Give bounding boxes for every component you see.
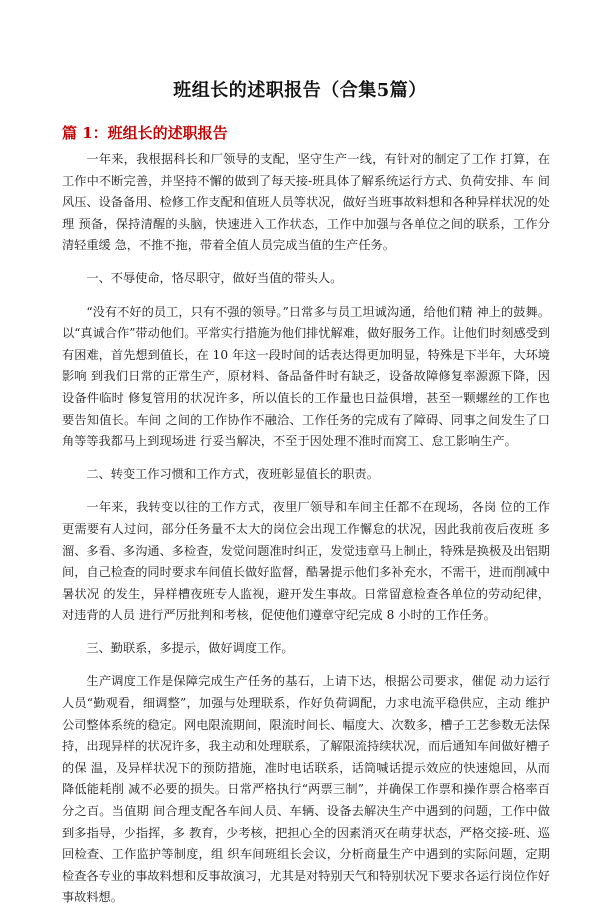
document-body [62, 149, 550, 921]
document-title: 班组长的述职报告（合集5篇） [173, 80, 427, 101]
subheading-three: 三、勤联系，多提示，做好调度工作。 [86, 641, 294, 656]
paragraph-one: “没有不好的员工，只有不强的领导。”日常多与员工坦诚沟通，给他们精 神上的鼓舞。以“真诚合作”带动他们。平常实行措施为他们排忧解难，做好服务工作。让他们时刻感受到有困难，首先想到值长，在 10 年这一段时间的话表达得更加明显，特殊是下半年，大环境影响 到我们日常的正常生产，原材料、备品备件时有缺乏，设备故障修复率源源下降，因设备件临时 修复管用的状况许多，所以值长的工作量也日益俱增，甚至一颗螺丝的工作也要告知值长。车间 之间的工作协作不融洽、工作任务的完成有了障碍、同事之间发生了口角等等我都马上到现场进 行妥当解决，不至于因处理不准时而窝工、怠工影响生产。 [62, 304, 550, 449]
subheading-one: 一、不辱使命，恪尽职守，做好当值的带头人。 [86, 271, 343, 286]
subheading-two: 二、转变工作习惯和工作方式，夜班彰显值长的职责。 [86, 467, 379, 482]
paragraph-intro: 一年来，我根据科长和厂领导的支配，坚守生产一线，有针对的制定了工作 打算，在工作中不断完善，并坚持不懈的做到了每天接-班具体了解系统运行方式、负荷安排、车 间风压、设备备用、检修工作支配和值班人员等状况，做好当班事故料想和各种异样状况的处理 预备，保持清醒的头脑，快速进入工作状态，工作中加强与各单位之间的联系，工作分清轻重缓 急，不推不拖，带着全值人员完成当值的生产任务。 [62, 152, 550, 253]
section-heading: 篇 1：班组长的述职报告 [62, 124, 228, 142]
paragraph-two: 一年来，我转变以往的工作方式，夜里厂领导和车间主任都不在现场，各岗 位的工作更需要有人过问，部分任务量不太大的岗位会出现工作懈怠的状况，因此我前夜后夜班 多溜、多看、多沟通、多检查，发觉问题准时纠正，发觉违章马上制止，特殊是换极及出铝期间，自己检查的同时要求车间值长做好监督，酷暑提示他们多补充水，不需干，进而削减中暑状况 的发生，异样槽夜班专人监视，避开发生事故。日常留意检查各单位的劳动纪律，对违背的人员 进行严厉批判和考核，促使他们遵章守纪完成 8 小时的工作任务。 [62, 500, 550, 623]
paragraph-three: 生产调度工作是保障完成生产任务的基石，上请下达，根据公司要求，催促 动力运行人员“勤观看，细调整”，加强与处理联系，作好负荷调配，力求电流平稳供应，主动 维护公司整体系统的稳定。网电限流期间，限流时间长、幅度大、次数多，槽子工艺参数无法保 持，出现异样的状况许多，我主动和处理联系，了解限流持续状况，而后通知车间做好槽子的保 温，及异样状况下的预防措施，准时电话联系，话筒喊话提示效应的快速熄回，从而降低能耗削 减不必要的损失。日常严格执行“两票三制”，并确保工作票和操作票合格率百分之百。当值期 间合理支配各车间人员、车辆、设备去解决生产中遇到的问题，工作中做到多指导，少指挥，多 教育，少考核，把担心全的因素消灭在萌芽状态，严格交接-班、巡回检查、工作监护等制度，组 织车间班组长会议，分析商量生产中遇到的实际问题，定期检查各专业的事故料想和反事故演习，尤其是对特别天气和特别状况下要求各运行岗位作好事故料想。 [62, 674, 550, 905]
